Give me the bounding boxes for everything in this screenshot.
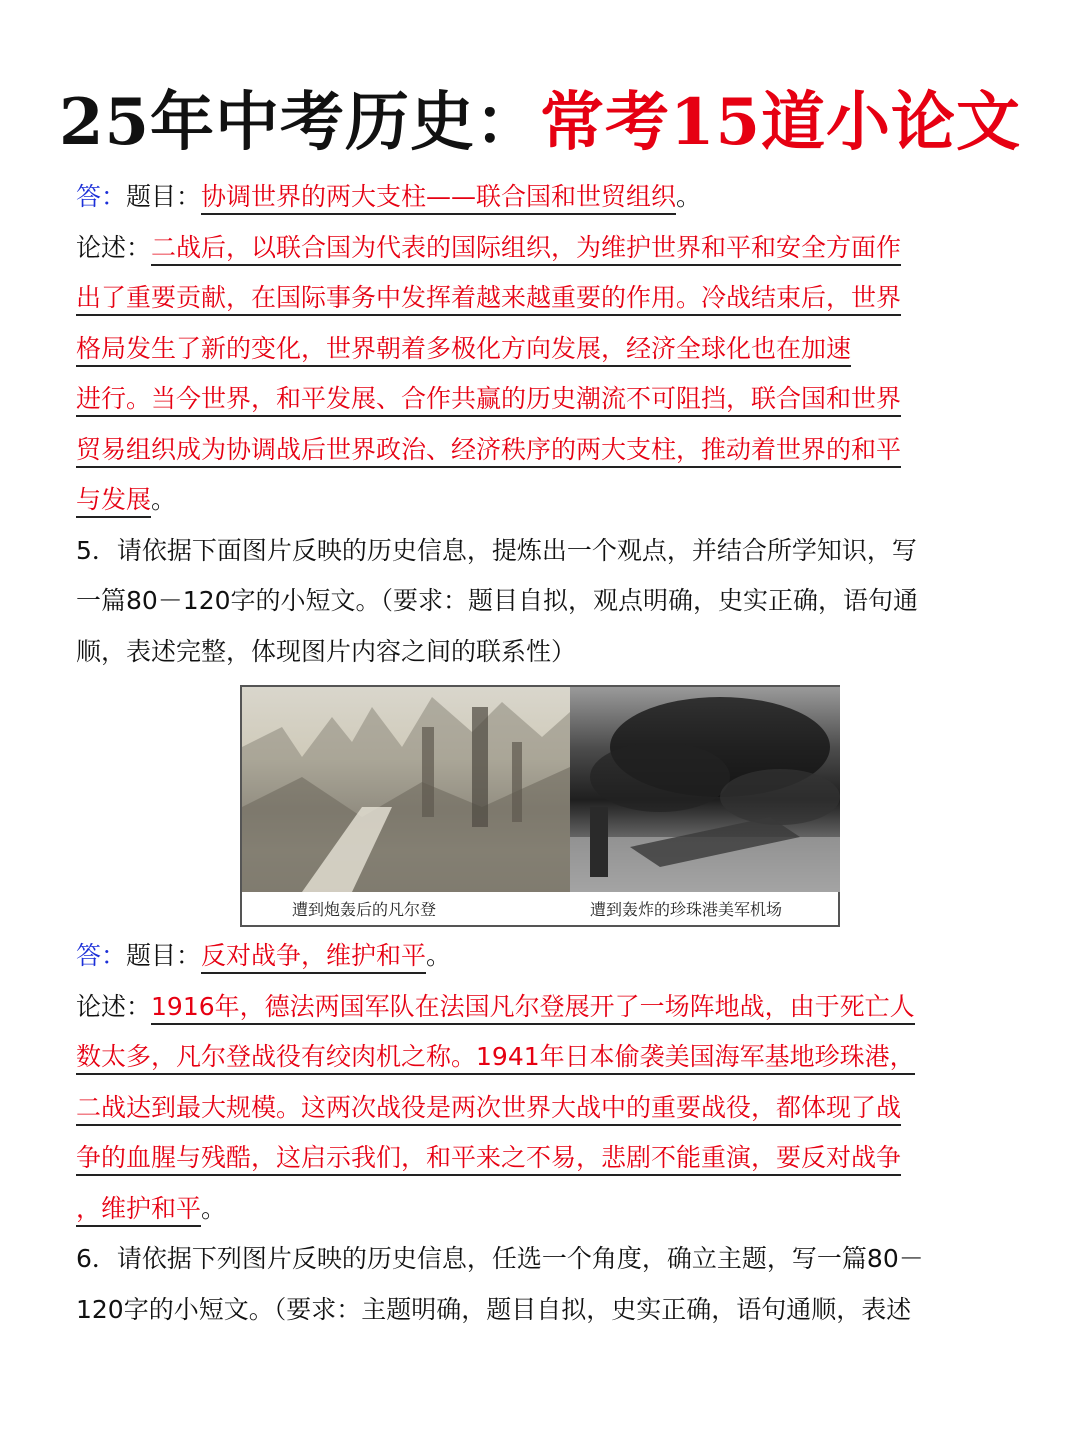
- q6-question: [76, 1234, 1008, 1335]
- title-black-part: 25年中考历史：: [58, 85, 540, 160]
- q4-essay-end: 。: [151, 485, 177, 514]
- verdun-ruins-photo: [242, 687, 570, 892]
- q5-answer-label: 答：: [76, 941, 127, 970]
- page-title: [0, 78, 1080, 168]
- q4-topic-end: 。: [676, 182, 702, 211]
- article-body: [76, 172, 1008, 1335]
- q6-question-line: 6．请依据下列图片反映的历史信息，任选一个角度，确立主题，写一篇80－: [76, 1244, 924, 1273]
- q5-question: [76, 526, 1008, 678]
- q5-essay-line: 数太多，凡尔登战役有绞肉机之称。1941年日本偷袭美国海军基地珍珠港，: [76, 1042, 915, 1075]
- q5-topic-label: 题目：: [126, 941, 202, 970]
- q5-topic: 反对战争，维护和平: [201, 941, 426, 974]
- q5-essay-end: 。: [201, 1193, 227, 1223]
- q4-essay-line: 贸易组织成为协调战后世界政治、经济秩序的两大支柱，推动着世界的和平: [76, 435, 901, 468]
- q6-question-line: 120字的小短文。（要求：主题明确，题目自拟，史实正确，语句通顺，表述: [76, 1294, 912, 1324]
- q5-essay-label: 论述：: [76, 991, 152, 1021]
- q4-answer-label: 答：: [76, 182, 127, 211]
- q4-essay-line: 格局发生了新的变化，世界朝着多极化方向发展，经济全球化也在加速: [76, 334, 851, 367]
- q5-essay: [76, 982, 1008, 1235]
- q4-topic-line: [76, 172, 1008, 223]
- q5-essay-line: 1916年，德法两国军队在法国凡尔登展开了一场阵地战，由于死亡人: [151, 992, 915, 1025]
- q4-topic: 协调世界的两大支柱——联合国和世贸组织: [201, 182, 676, 215]
- q5-question-line: 5．请依据下面图片反映的历史信息，提炼出一个观点，并结合所学知识，写: [76, 535, 917, 565]
- q5-question-line: 顺，表述完整，体现图片内容之间的联系性）: [76, 636, 577, 666]
- q5-topic-line: [76, 931, 1008, 982]
- q5-essay-line: 二战达到最大规模。这两次战役是两次世界大战中的重要战役，都体现了战: [76, 1093, 901, 1126]
- q5-topic-end: 。: [426, 941, 452, 970]
- title-red-part: 常考15道小论文: [540, 85, 1022, 160]
- q5-essay-line: ，维护和平: [76, 1194, 201, 1227]
- q4-essay-line: 出了重要贡献，在国际事务中发挥着越来越重要的作用。冷战结束后，世界: [76, 283, 901, 316]
- q5-essay-line: 争的血腥与残酷，这启示我们，和平来之不易，悲剧不能重演，要反对战争: [76, 1143, 901, 1176]
- q4-essay-label: 论述：: [76, 232, 152, 262]
- pearl-harbor-photo: [570, 687, 840, 892]
- q4-essay-line: 与发展: [76, 485, 151, 518]
- q5-figure: [240, 685, 840, 927]
- q4-essay-line: 进行。当今世界，和平发展、合作共赢的历史潮流不可阻挡，联合国和世界: [76, 384, 901, 417]
- q5-question-line: 一篇80－120字的小短文。（要求：题目自拟，观点明确，史实正确，语句通: [76, 586, 919, 615]
- q4-topic-label: 题目：: [126, 182, 202, 211]
- caption-pearl-harbor: 遭到轰炸的珍珠港美军机场: [590, 900, 783, 919]
- q4-essay: [76, 223, 1008, 526]
- q4-essay-line: 二战后，以联合国为代表的国际组织，为维护世界和平和安全方面作: [151, 233, 901, 266]
- caption-verdun: 遭到炮轰后的凡尔登: [292, 900, 437, 919]
